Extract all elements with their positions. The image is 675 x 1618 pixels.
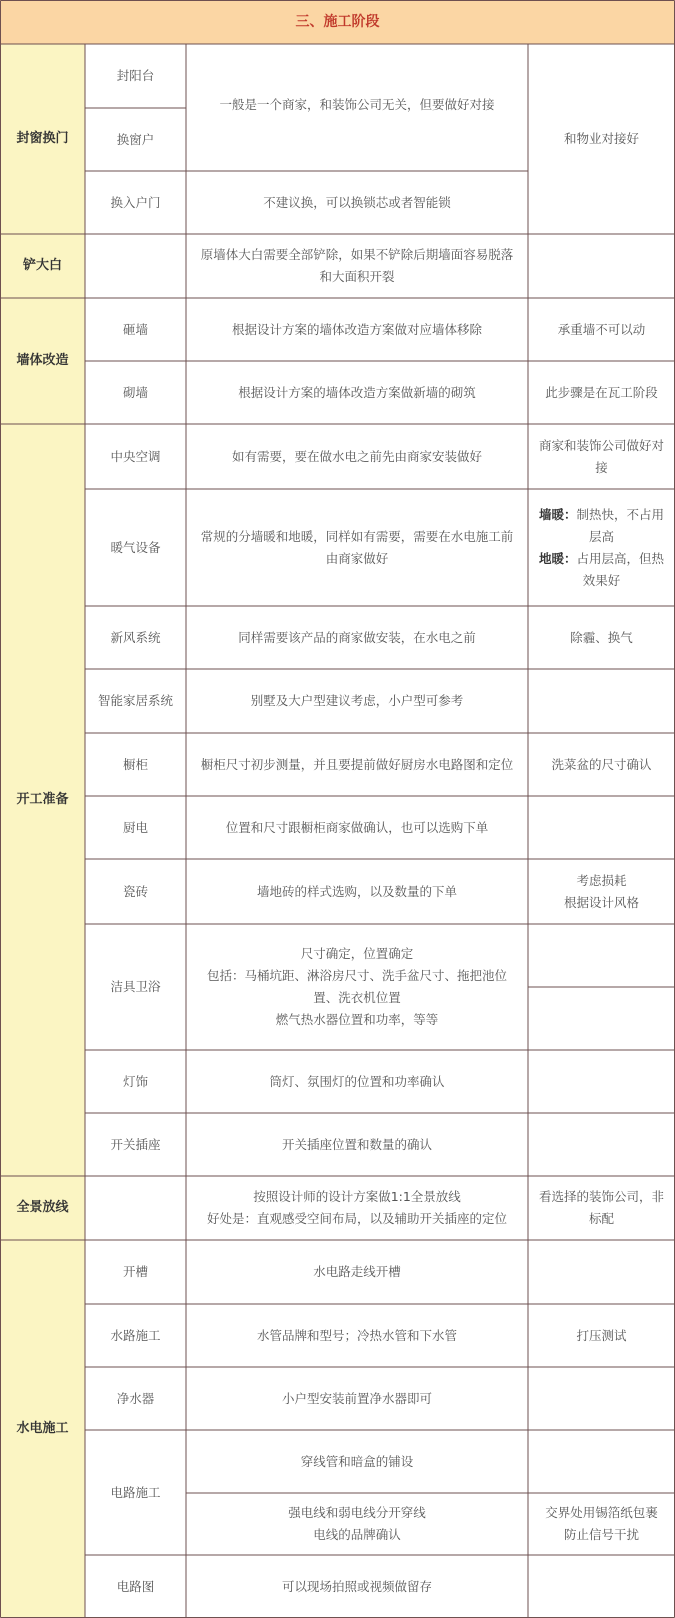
note-wall-build: 此步骤是在瓦工阶段 [545,384,658,400]
desc-plumbing: 水管品牌和型号；冷热水管和下水管 [256,1327,457,1343]
category-layout-marking: 全景放线 [0,1176,85,1240]
item-wall-demolish: 砸墙 [122,321,148,337]
note-cabinet: 洗菜盆的尺寸确认 [551,756,652,772]
item-circuit-diagram: 电路图 [116,1578,155,1594]
item-water-purifier: 净水器 [116,1390,155,1406]
note-wiring: 交界处用锡箔纸包裹 防止信号干扰 [545,1505,658,1542]
desc-central-ac: 如有需要，要在做水电之前先由商家安装做好 [231,448,482,464]
item-heating: 暖气设备 [110,539,161,555]
note-remove-putty-empty [528,234,675,298]
note-heating: 墙暖：制热快，不占用 层高 地暖：占用层高，但热 效果好 [538,506,665,588]
desc-fresh-air: 同样需要该产品的商家做安装，在水电之前 [238,629,476,645]
item-plumbing: 水路施工 [110,1327,161,1343]
desc-smart-home: 别墅及大户型建议考虑，小户型可参考 [250,693,464,708]
note-wall-demolish: 承重墙不可以动 [557,321,646,337]
desc-tile: 墙地砖的样式选购，以及数量的下单 [256,883,457,899]
item-switch-socket: 开关插座 [110,1136,161,1152]
item-window: 换窗户 [116,131,155,147]
desc-grooving: 水电路走线开槽 [313,1264,401,1279]
desc-circuit-diagram: 可以现场拍照或视频做留存 [281,1578,432,1594]
item-electrical: 电路施工 [110,1484,161,1500]
item-lighting: 灯饰 [122,1073,148,1089]
item-entry-door: 换入户门 [110,194,161,210]
desc-layout-marking: 按照设计师的设计方案做1:1全景放线 好处是：直观感受空间布局，以及辅助开关插座的定位 [206,1189,507,1226]
desc-cabinet: 橱柜尺寸初步测量，并且要提前做好厨房水电路图和定位 [200,756,514,772]
desc-wiring: 强电线和弱电线分开穿线 电线的品牌确认 [288,1505,426,1542]
note-fresh-air: 除霾、换气 [570,629,633,645]
note-plumbing: 打压测试 [576,1327,627,1343]
item-tile: 瓷砖 [122,883,148,899]
desc-remove-putty: 原墙体大白需要全部铲除，如果不铲除后期墙面容易脱落 和大面积开裂 [200,247,514,284]
table-title-text: 三、施工阶段 [295,14,380,30]
wall-heating-label: 墙暖： [538,506,577,522]
desc-balcony-window: 一般是一个商家，和装饰公司无关，但要做好对接 [219,96,495,112]
note-tile: 考虑损耗 根据设计风格 [563,872,639,910]
desc-wall-demolish: 根据设计方案的墙体改造方案做对应墙体移除 [231,321,482,337]
note-window-door: 和物业对接好 [563,131,639,146]
item-grooving: 开槽 [122,1264,148,1279]
item-cabinet: 橱柜 [122,756,148,772]
category-window-door: 封窗换门 [0,44,85,234]
item-wall-build: 砌墙 [122,384,148,400]
desc-lighting: 筒灯、氛围灯的位置和功率确认 [269,1073,445,1089]
floor-heating-label: 地暖： [538,550,577,566]
desc-kitchen-appliance: 位置和尺寸跟橱柜商家做确认，也可以选购下单 [225,819,489,835]
desc-switch-socket: 开关插座位置和数量的确认 [281,1136,432,1152]
note-central-ac: 商家和装饰公司做好对 接 [538,437,664,475]
table-title [0,0,675,44]
item-layout-empty [85,1176,186,1240]
category-plumbing-electrical: 水电施工 [0,1240,85,1618]
desc-heating: 常规的分墙暖和地暖，同样如有需要，需要在水电施工前 由商家做好 [200,528,514,566]
desc-water-purifier: 小户型安装前置净水器即可 [281,1390,432,1406]
desc-wall-build: 根据设计方案的墙体改造方案做新墙的砌筑 [238,384,476,400]
desc-conduit: 穿线管和暗盒的铺设 [300,1453,414,1469]
item-balcony: 封阳台 [116,68,155,83]
item-sanitary: 洁具卫浴 [110,979,161,994]
category-remove-putty: 铲大白 [0,234,85,298]
category-preparation: 开工准备 [0,424,85,1176]
item-central-ac: 中央空调 [110,448,161,464]
item-kitchen-appliance: 厨电 [122,819,148,835]
item-smart-home: 智能家居系统 [97,693,173,708]
desc-entry-door: 不建议换，可以换锁芯或者智能锁 [263,194,451,210]
desc-sanitary: 尺寸确定，位置确定 包括：马桶坑距、淋浴房尺寸、洗手盆尺寸、拖把池位 置、洗衣机位置 燃气热水器位置和功率，等等 [206,946,507,1027]
item-fresh-air: 新风系统 [110,629,161,645]
category-wall-renovation: 墙体改造 [0,298,85,424]
note-layout-marking: 看选择的装饰公司，非 标配 [538,1189,664,1226]
